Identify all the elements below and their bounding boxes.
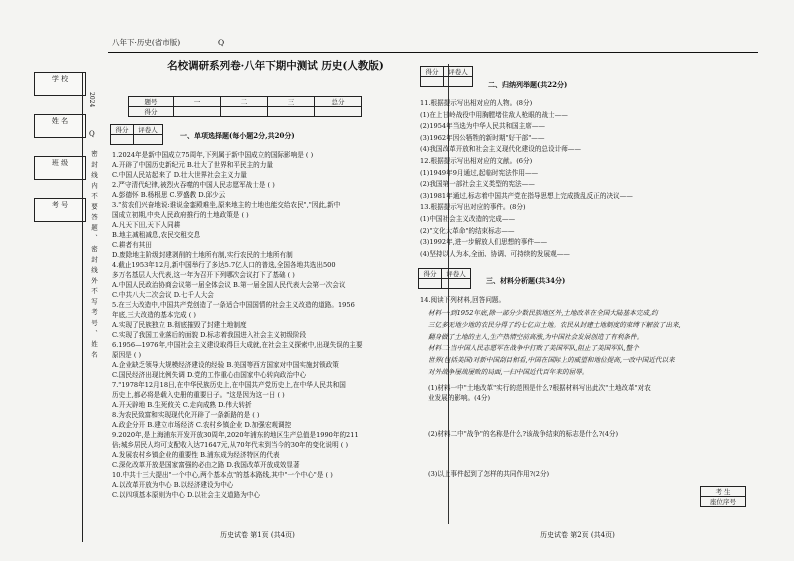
grader-box-2 (420, 66, 473, 87)
question-line: 3."贫农们兴奋地说:谁说金銮殿难坐,原来地主的土地也能交给农民","因此,新中 (112, 201, 341, 209)
question-line: A.实现了民族独立 B.彻底摧毁了封建土地制度 (112, 321, 247, 329)
score-cell (221, 107, 268, 117)
school-field: 学 校 (34, 72, 86, 96)
fill-in-line: (2)1954年当选为中华人民共和国主席—— (420, 122, 546, 131)
question-line: 6.1956—1976年,中国社会主义建设取得巨大成就,在社会主义探索中,出现失误的主要 (112, 341, 363, 349)
question-line: 10.中共十三大提出"一个中心,两个基本点"的基本路线,其中"一个中心"是 ( ) (112, 471, 333, 479)
fill-in-line: (2)我国第一部社会主义类型的宪法—— (420, 180, 535, 189)
fill-in-line: (1)中国社会主义改造的完成—— (420, 214, 516, 223)
binding-line (82, 72, 83, 542)
grader-cell (134, 135, 163, 145)
fill-in-line: (4)我国改革开放和社会主义现代化建设的总设计师—— (420, 145, 581, 154)
material-line: 世界(包括美国)对新中国刮目相看,中国在国际上的威望和地位提高,一改中国近代以来 (428, 356, 675, 365)
grader-box-3 (418, 268, 471, 289)
question-line: C.深化改革开放是国家富强的必由之路 D.我国改革开放成效显著 (112, 461, 300, 469)
grader-box-label: 得分 (111, 125, 134, 135)
question-line: A.开天辟地 B.生死攸关 C.走向成熟 D.伟大转折 (112, 401, 252, 409)
score-table-header: 二 (221, 97, 268, 107)
score-table-row-label: 得分 (129, 107, 174, 117)
grader-box-label: 评卷人 (442, 269, 471, 279)
question-line: D.废除地主阶级封建剥削的土地所有制,实行农民的土地所有制 (112, 251, 293, 259)
score-table-header: 总分 (315, 97, 362, 107)
score-table-header: 三 (268, 97, 315, 107)
question-line: A.发展农村乡镇企业的重要性 B.浦东成为经济特区的代表 (112, 451, 280, 459)
page-1-footer: 历史试卷 第1页 (共4页) (220, 531, 295, 539)
seat-box-label: 座位序号 (701, 497, 746, 507)
score-table-header: 题号 (129, 97, 174, 107)
subquestion-2: (2)材料二中"战争"的名称是什么?该战争结束的标志是什么?(4分) (428, 430, 619, 438)
question-line: A.政企分开 B.建立市场经济 C.农村乡镇企业 D.加强宏观调控 (112, 421, 292, 429)
question-line: A.彭德怀 B.杨根思 C.罗盛教 D.邱少云 (112, 191, 226, 199)
question-line: 国成立初期,中央人民政府推行的土地政策是 ( ) (112, 211, 249, 219)
material-line: 材料一:到1952年底,除一部分少数民族地区外,土地改革在全国大陆基本完成,约 (428, 309, 658, 317)
subquestion-3: (3)以上事件起到了怎样的共同作用?(2分) (428, 470, 550, 478)
fill-in-line: (3)1981年通过,标志着中国共产党在指导思想上完成拨乱反正的决议—— (420, 191, 633, 200)
exam-title: 名校调研系列卷·八年下期中测试 历史(人教版) (167, 60, 384, 72)
exam-number-field: 考 号 (34, 198, 86, 222)
grader-box-label: 得分 (421, 67, 444, 77)
seat-box-label: 考 生 (701, 487, 746, 497)
question-line: 8.为农民致富和实现现代化开辟了一条新路的是 ( ) (112, 411, 260, 419)
score-cell (315, 107, 362, 117)
question-line: 1.2024年是新中国成立75周年,下列属于新中国成立的国际影响是 ( ) (112, 151, 314, 159)
question-line: A.以改革开放为中心 B.以经济建设为中心 (112, 481, 234, 489)
grader-cell (442, 279, 471, 289)
class-field: 班 级 (34, 156, 86, 180)
grader-box-label: 评卷人 (444, 67, 473, 77)
question-line: C.以四项基本原则为中心 D.以社会主义道路为中心 (112, 491, 261, 499)
page-2-footer: 历史试卷 第2页 (共4页) (540, 531, 615, 539)
fill-in-line: (1)1949年9月通过,起临时宪法作用—— (420, 168, 539, 177)
question-line: C.国民经济出现比例失调 D.党的工作重心由国家中心转向政治中心 (112, 371, 307, 379)
score-table-header: 一 (174, 97, 221, 107)
question-line: 9.2020年,是上海浦东开发开放30周年,2020年浦东的地区生产总值是1990年的211 (112, 431, 359, 439)
section-1-heading: 一、单项选择题(每小题2分,共20分) (180, 131, 295, 140)
subquestion-1: (1)材料一中"土地改革"实行的范围是什么?根据材料写出此次"土地改革"对农 (428, 384, 651, 392)
section-1-questions (112, 150, 442, 500)
header-q-mark: Q (218, 38, 225, 47)
section-2-questions (420, 98, 760, 260)
material-line: 三亿多无地少地的农民分得了约七亿亩土地。农民从封建土地制度的束缚下解放了出来, (428, 320, 681, 329)
fill-in-line: 11.根据提示写出相对应的人物。(8分) (420, 99, 533, 107)
year-mark: 2024 (88, 92, 95, 108)
grader-cell (419, 279, 442, 289)
material-block (428, 308, 764, 379)
header-rule (108, 52, 758, 53)
material-line: 材料二:当中国人民志愿军在战争中打败了美国军队,阻止了美国军队,整个 (428, 344, 639, 353)
name-field: 姓 名 (34, 114, 86, 138)
question-line: 倍;城乡居民人均可支配收入达71647元,从70年代末到当今的30年的变化说明 ( ) (112, 441, 349, 449)
question-line: A.开辟了中国历史新纪元 B.壮大了世界和平民主的力量 (112, 161, 273, 169)
question-line: B.地主减租减息,农民交租交息 (112, 231, 201, 239)
score-cell (174, 107, 221, 117)
fill-in-line: (4)坚持以人为本,全面、协调、可持续的发展观—— (420, 249, 570, 258)
fill-in-line: 13.根据提示写出对应的事件。(8分) (420, 203, 526, 212)
question-line: 2.严守清代纪律,被烈火吞噬的中国人民志愿军战士是 ( ) (112, 181, 275, 189)
question-line: 4.截止1953年12月,新中国举行了多达5.7亿人口的普选,全国各地共选出500 (112, 261, 336, 269)
seat-number-box (700, 486, 746, 507)
section-2-heading: 二、归纳列举题(共22分) (488, 80, 568, 89)
question-line: 7."1978年12月18日,在中华民族历史上,在中国共产党历史上,在中华人民共和国 (112, 381, 346, 389)
subquestion-1-cont: 业发展的影响。(4分) (428, 394, 491, 402)
question-14-prompt: 14.阅读下列材料,回答问题。 (420, 296, 506, 304)
booklet-header: 八年下·历史(省市版) (112, 38, 181, 47)
question-line: A.企业缺乏领导大规模经济建设的经验 B.美国等西方国家对中国实施封锁政策 (112, 361, 339, 369)
question-line: 多万名基层人大代表,这一年为召开下列哪次会议打下了基础 ( ) (112, 271, 295, 279)
material-line: 对外战争屡战屡败的局面,一扫中国近代百年来的屈辱。 (428, 367, 589, 376)
fill-in-line: (1)在上甘岭战役中用胸膛堵住敌人枪眼的战士—— (420, 110, 568, 119)
grader-box-label: 评卷人 (134, 125, 163, 135)
fill-in-line: (2)"文化大革命"的结束标志—— (420, 226, 515, 235)
fill-in-line: (3)1962年因公牺牲的新时期"好干部"—— (420, 133, 545, 142)
question-line: C.实现了我国工业落后的面貌 D.标志着我国进入社会主义初级阶段 (112, 331, 307, 339)
material-line: 翻身做了土地的主人,生产热情空前高涨,为中国社会发展创造了有利条件。 (428, 332, 644, 341)
section-3-heading: 三、材料分析题(共34分) (486, 276, 566, 285)
grader-cell (444, 77, 473, 87)
question-line: 原因是 ( ) (112, 351, 142, 359)
question-line: 5.在三大改造中,中国共产党创造了一条适合中国国情的社会主义改造的道路。1956 (112, 301, 355, 309)
grader-cell (111, 135, 134, 145)
question-line: C.中共八大二次会议 D.七千人大会 (112, 291, 214, 299)
grader-box-label: 得分 (419, 269, 442, 279)
question-line: 历史上,都必将是载入史册的重要日子。"这是因为这一日 ( ) (112, 391, 285, 399)
fill-in-line: 12.根据提示写出相对应的文献。(6分) (420, 156, 533, 165)
question-line: C.中国人民站起来了 D.壮大世界社会主义力量 (112, 171, 247, 179)
sidebar-q-mark: Q (89, 130, 95, 138)
question-line: A.凡天下田,天下人同耕 (112, 221, 181, 229)
grader-box-1 (110, 124, 163, 145)
score-table (128, 96, 362, 117)
grader-cell (421, 77, 444, 87)
question-line: C.耕者有其田 (112, 241, 152, 249)
binding-instructions: 密 封 线 内 不 要 答 题 、 密 封 线 外 不 写 考 号 、 姓 名 (90, 150, 98, 359)
fill-in-line: (3)1992年,进一步解放人们思想的事件—— (420, 238, 548, 247)
question-line: A.中国人民政治协商会议第一届全体会议 B.第一届全国人民代表大会第一次会议 (112, 281, 346, 289)
score-cell (268, 107, 315, 117)
question-line: 年底,三大改造的基本完成 ( ) (112, 311, 196, 319)
